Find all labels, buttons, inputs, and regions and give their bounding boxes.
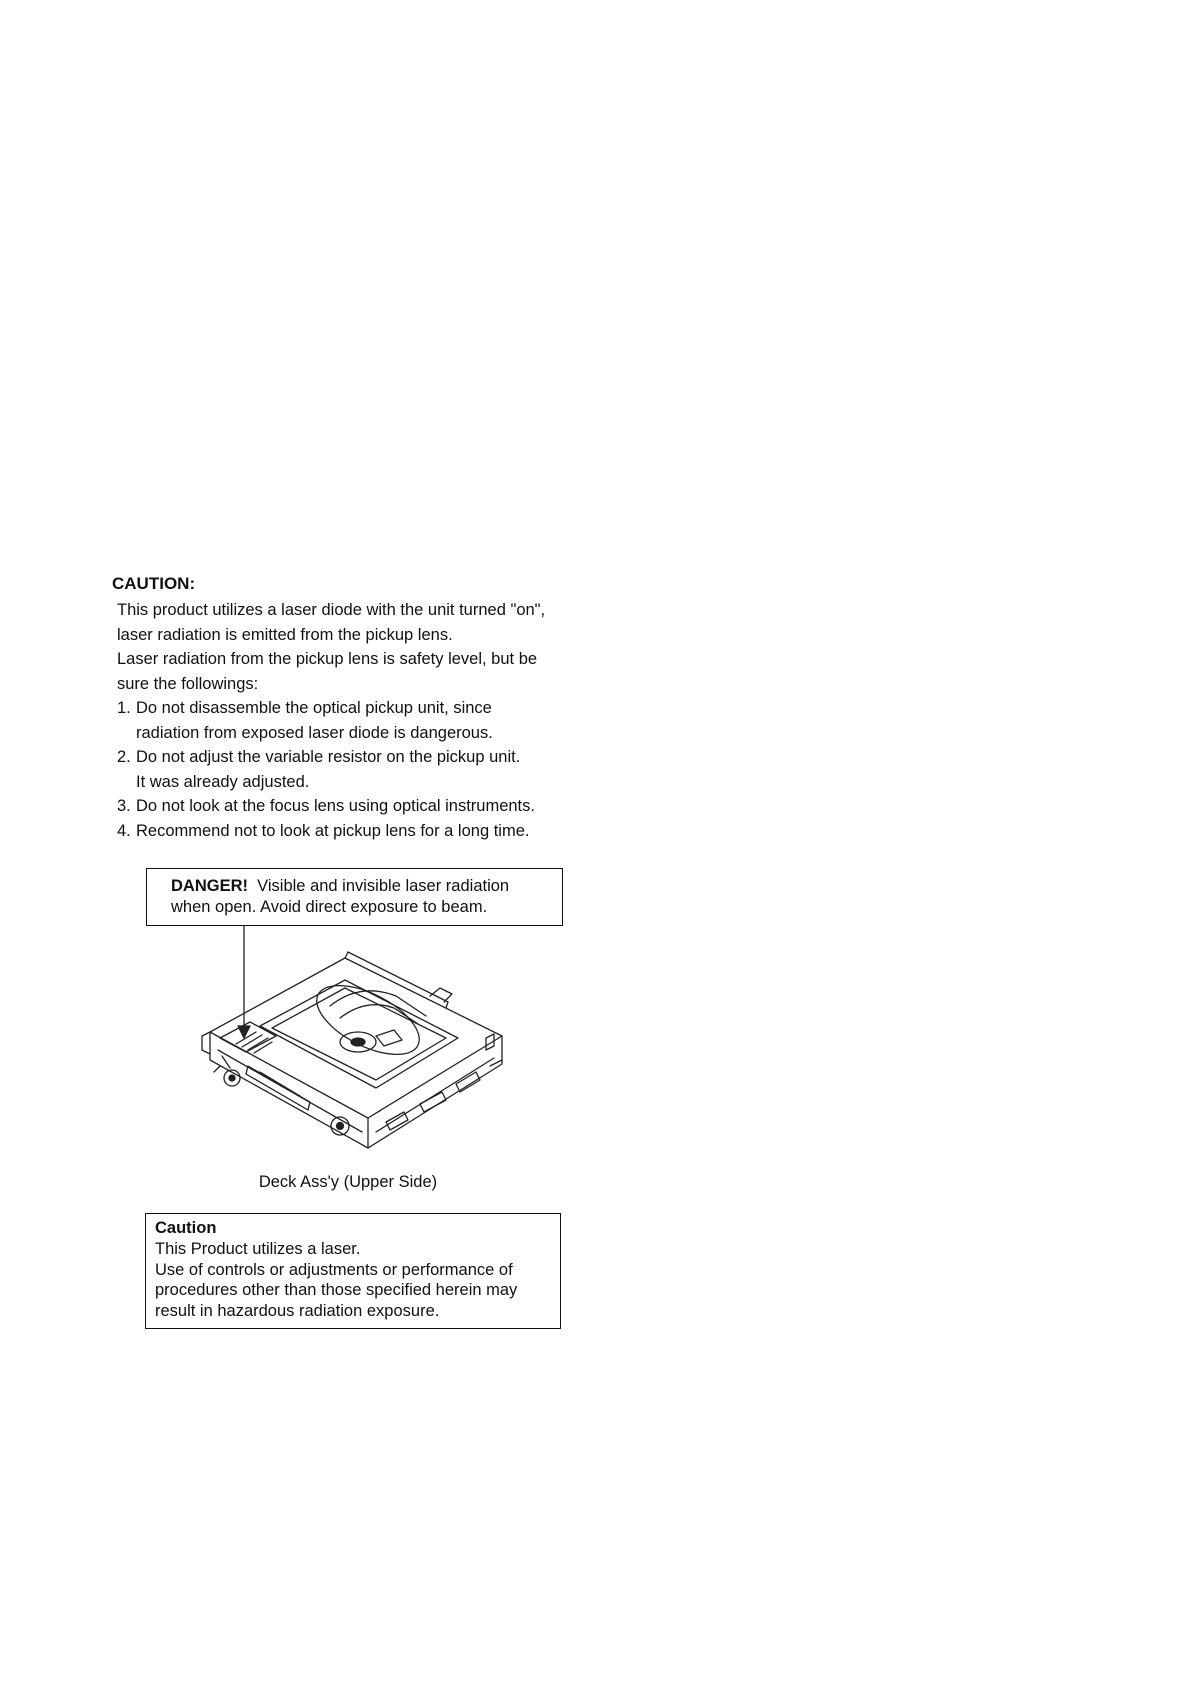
caution-label-line: result in hazardous radiation exposure. [155,1302,440,1321]
list-number: 2. [117,748,131,766]
list-text: Do not look at the focus lens using optical instruments. [136,797,535,815]
list-text: Do not disassemble the optical pickup unit, since [136,699,492,717]
caution-list [117,696,632,843]
list-number: 3. [117,797,131,815]
caution-section [112,573,632,843]
danger-label-box [146,868,563,926]
list-item [117,794,632,819]
figure-caption: Deck Ass'y (Upper Side) [258,1173,438,1191]
deck-assembly-illustration [190,926,530,1158]
list-item [117,745,632,794]
list-text-continued: radiation from exposed laser diode is dangerous. [136,723,493,742]
caution-label-line: procedures other than those specified herein may [155,1281,518,1300]
danger-line-1 [171,876,562,897]
caution-paragraph-line: sure the followings: [117,674,259,693]
caution-label-line: Use of controls or adjustments or performance of [155,1260,513,1279]
caution-label-line: This Product utilizes a laser. [155,1239,361,1258]
list-number: 1. [117,699,131,717]
caution-paragraph-line: Laser radiation from the pickup lens is safety level, but be [117,650,538,668]
list-number: 4. [117,821,131,840]
list-text: Recommend not to look at pickup lens for a long time. [136,821,530,840]
pickup-arm [330,991,426,1016]
danger-text: Visible and invisible laser radiation [257,877,510,895]
caution-label-title: Caution [155,1219,217,1237]
list-item [117,819,632,844]
caution-heading: CAUTION: [112,574,196,593]
danger-line-2: when open. Avoid direct exposure to beam. [171,898,488,916]
caution-paragraph-line: laser radiation is emitted from the pickup lens. [117,625,453,644]
caution-label-box [145,1213,561,1329]
danger-word: DANGER! [171,877,248,895]
list-text: Do not adjust the variable resistor on the pickup unit. [136,748,521,766]
list-text-continued: It was already adjusted. [136,772,310,791]
list-item [117,696,632,745]
caution-paragraph-line: This product utilizes a laser diode with the unit turned "on", [117,601,546,619]
deck-side-face [368,1036,502,1148]
